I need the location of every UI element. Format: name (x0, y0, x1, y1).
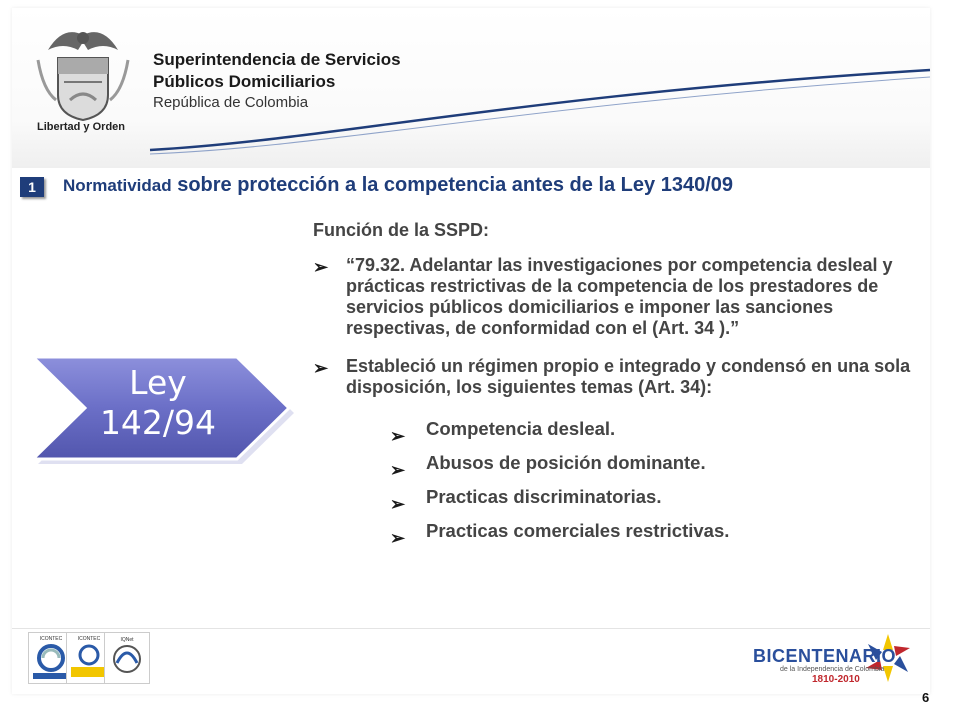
sub-bullet-text: Abusos de posición dominante. (426, 452, 706, 473)
arrow-bullet-icon: ➢ (390, 426, 406, 446)
sub-bullet-text: Practicas comerciales restrictivas. (426, 520, 730, 541)
org-line-1: Superintendencia de Servicios (153, 50, 401, 69)
arrow-bullet-icon: ➢ (390, 460, 406, 480)
bullet-item (313, 356, 933, 398)
svg-text:ICONTEC: ICONTEC (39, 636, 63, 642)
sub-bullet-item (390, 412, 933, 446)
bicentenario-years: 1810-2010 (812, 674, 860, 685)
section-title-part2: sobre protección a la competencia antes de la Ley 1340/09 (171, 174, 733, 196)
bullet-text: “79.32. Adelantar las investigaciones por competencia desleal y prácticas restrictivas de la competencia de los prestadores de servicios públicos domiciliarios e imponer las sanciones respectivas, de conformidad con el (Art. 34 ).” (346, 255, 893, 338)
bullet-text: Estableció un régimen propio e integrado y condensó en una sola disposición, los siguientes temas (Art. 34): (346, 356, 911, 397)
motto: Libertad y Orden (36, 121, 126, 133)
law-label-line2: 142/94 (99, 403, 217, 442)
sub-bullet-text: Competencia desleal. (426, 418, 616, 439)
sub-bullet-text: Practicas discriminatorias. (426, 486, 662, 507)
law-label-line1: Ley (129, 363, 187, 402)
arrow-bullet-icon: ➢ (390, 494, 406, 514)
header-swoosh (0, 55, 960, 185)
sub-bullet-list (390, 412, 933, 548)
bicentenario-title: BICENTENARIO (753, 646, 897, 666)
bullet-item (313, 255, 933, 339)
bicentenario-subtitle: de la Independencia de Colombia (780, 666, 885, 673)
sub-bullet-item (390, 514, 933, 548)
arrow-bullet-icon: ➢ (313, 358, 329, 378)
section-title (63, 174, 733, 197)
content-area (313, 220, 933, 548)
sub-bullet-item (390, 480, 933, 514)
law-label (70, 363, 246, 443)
section-number-badge: 1 (20, 177, 44, 197)
organization-name (153, 49, 401, 113)
org-line-2: Públicos Domiciliarios (153, 72, 336, 91)
svg-text:ICONTEC: ICONTEC (77, 636, 101, 642)
page-number: 6 (922, 690, 930, 705)
sub-bullet-item (390, 446, 933, 480)
footer-divider (12, 628, 930, 629)
arrow-bullet-icon: ➢ (390, 528, 406, 548)
org-line-3: República de Colombia (153, 94, 309, 111)
arrow-bullet-icon: ➢ (313, 257, 329, 277)
function-heading: Función de la SSPD: (313, 220, 490, 240)
svg-text:IQNet: IQNet (120, 637, 134, 643)
section-title-part1: Normatividad (63, 176, 172, 195)
certification-logo-icon (104, 632, 150, 684)
